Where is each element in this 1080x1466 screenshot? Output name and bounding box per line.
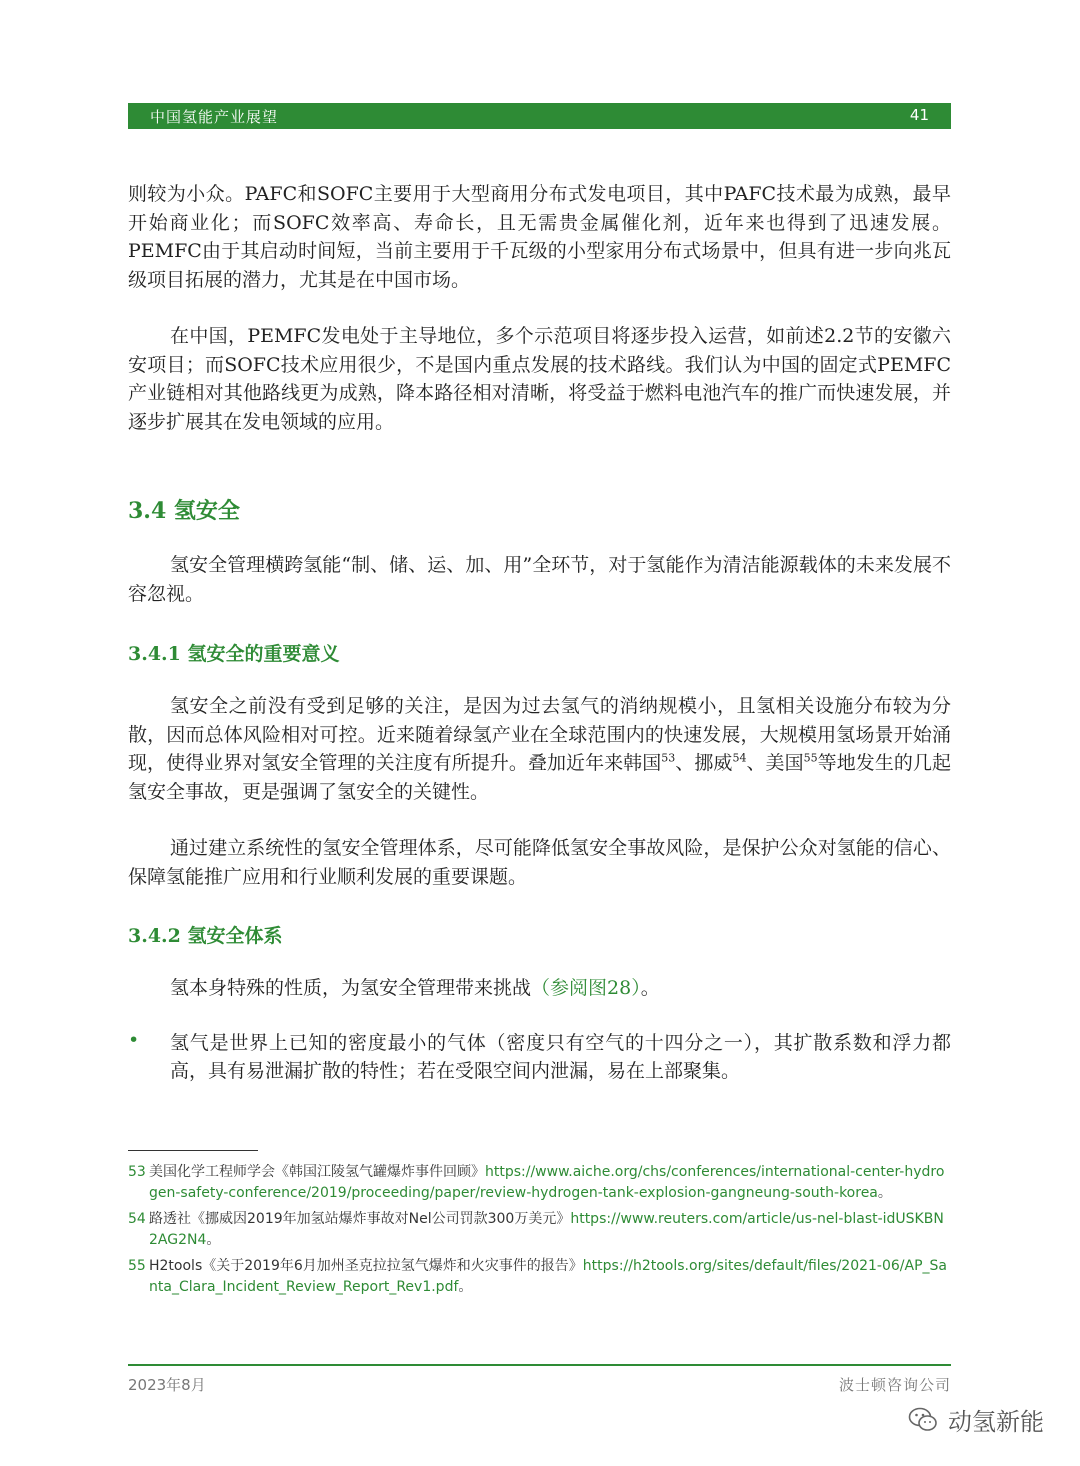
watermark bbox=[908, 1402, 1044, 1437]
paragraph-safety-intro: 氢安全管理横跨氢能“制、储、运、加、用”全环节，对于氢能作为清洁能源载体的未来发展不容忽视。 bbox=[128, 554, 951, 605]
bullet-item bbox=[128, 1029, 951, 1086]
figure-28-link[interactable]: （参阅图28） bbox=[531, 977, 641, 999]
footnotes bbox=[128, 1162, 951, 1303]
footer-company: 波士顿咨询公司 bbox=[838, 1376, 951, 1394]
footnote-53: 53 美国化学工程师学会《韩国江陵氢气罐爆炸事件回顾》https://www.aiche.org/chs/conferences/international-center-hydrogen-safety-conference/2019/proceeding/paper/review-hydrogen-tank-explosion-gangneung-south-korea。 bbox=[128, 1164, 945, 1201]
footnote-ref-54[interactable]: 54 bbox=[732, 751, 747, 765]
bullet-icon: • bbox=[128, 1028, 140, 1051]
main-content bbox=[128, 180, 951, 1086]
footer-date: 2023年8月 bbox=[128, 1376, 206, 1394]
footnote-ref-53[interactable]: 53 bbox=[661, 751, 676, 765]
wechat-icon bbox=[908, 1407, 938, 1433]
report-title: 中国氢能产业展望 bbox=[150, 108, 279, 126]
footnote-divider bbox=[128, 1150, 258, 1151]
footnote-link[interactable]: https://www.reuters.com/article/us-nel-blast-idUSKBN2AG2N4 bbox=[149, 1211, 944, 1248]
paragraph-hydrogen-properties: 氢本身特殊的性质，为氢安全管理带来挑战（参阅图28）。 bbox=[170, 977, 660, 999]
footnote-55: 55 H2tools《关于2019年6月加州圣克拉拉氢气爆炸和火灾事件的报告》https://h2tools.org/sites/default/files/2021-06/AP_Santa_Clara_Incident_Review_Report_Rev1.pdf。 bbox=[128, 1258, 947, 1295]
running-header bbox=[128, 103, 951, 129]
paragraph-safety-system-goal: 通过建立系统性的氢安全管理体系，尽可能降低氢安全事故风险，是保护公众对氢能的信心、保障氢能推广应用和行业顺利发展的重要课题。 bbox=[128, 837, 951, 888]
footnote-link[interactable]: https://www.aiche.org/chs/conferences/international-center-hydrogen-safety-conference/2019/proceeding/paper/review-hydrogen-tank-explosion-gangneung-south-korea bbox=[149, 1164, 945, 1201]
paragraph-safety-importance: 氢安全之前没有受到足够的关注，是因为过去氢气的消纳规模小，且氢相关设施分布较为分散，因而总体风险相对可控。近来随着绿氢产业在全球范围内的快速发展，大规模用氢场景开始涌现，使得业界对氢安全管理的关注度有所提升。叠加近年来韩国$^{53}$、挪威$^{54}$、美国$^{55}$等地发生的几起氢安全事故，更是强调了氢安全的关键性。 bbox=[128, 695, 951, 803]
footnote-54: 54 路透社《挪威因2019年加氢站爆炸事故对Nel公司罚款300万美元》https://www.reuters.com/article/us-nel-blast-idUSKBN2AG2N4。 bbox=[128, 1211, 944, 1248]
page-number: 41 bbox=[909, 106, 929, 124]
subsection-title-importance: 3.4.1 氢安全的重要意义 bbox=[128, 643, 340, 665]
footnote-ref-55[interactable]: 55 bbox=[803, 751, 818, 765]
footnote-link[interactable]: https://h2tools.org/sites/default/files/2021-06/AP_Santa_Clara_Incident_Review_Report_Rev1.pdf bbox=[149, 1258, 947, 1295]
section-title-hydrogen-safety: 3.4 氢安全 bbox=[128, 498, 240, 524]
bullet-text: 氢气是世界上已知的密度最小的气体（密度只有空气的十四分之一），其扩散系数和浮力都高，具有易泄漏扩散的特性；若在受限空间内泄漏，易在上部聚集。 bbox=[170, 1031, 951, 1082]
watermark-text: 动氢新能 bbox=[948, 1408, 1044, 1436]
footer-divider bbox=[128, 1364, 951, 1366]
paragraph-fuel-cell-types: 则较为小众。PAFC和SOFC主要用于大型商用分布式发电项目，其中PAFC技术最为成熟，最早开始商业化；而SOFC效率高、寿命长，且无需贵金属催化剂，近年来也得到了迅速发展。PEMFC由于其启动时间短，当前主要用于千瓦级的小型家用分布式场景中，但具有进一步向兆瓦级项目拓展的潜力，尤其是在中国市场。 bbox=[128, 183, 951, 291]
paragraph-china-pemfc: 在中国，PEMFC发电处于主导地位，多个示范项目将逐步投入运营，如前述2.2节的安徽六安项目；而SOFC技术应用很少，不是国内重点发展的技术路线。我们认为中国的固定式PEMFC产业链相对其他路线更为成熟，降本路径相对清晰，将受益于燃料电池汽车的推广而快速发展，并逐步扩展其在发电领域的应用。 bbox=[128, 325, 951, 433]
subsection-title-safety-system: 3.4.2 氢安全体系 bbox=[128, 925, 283, 947]
